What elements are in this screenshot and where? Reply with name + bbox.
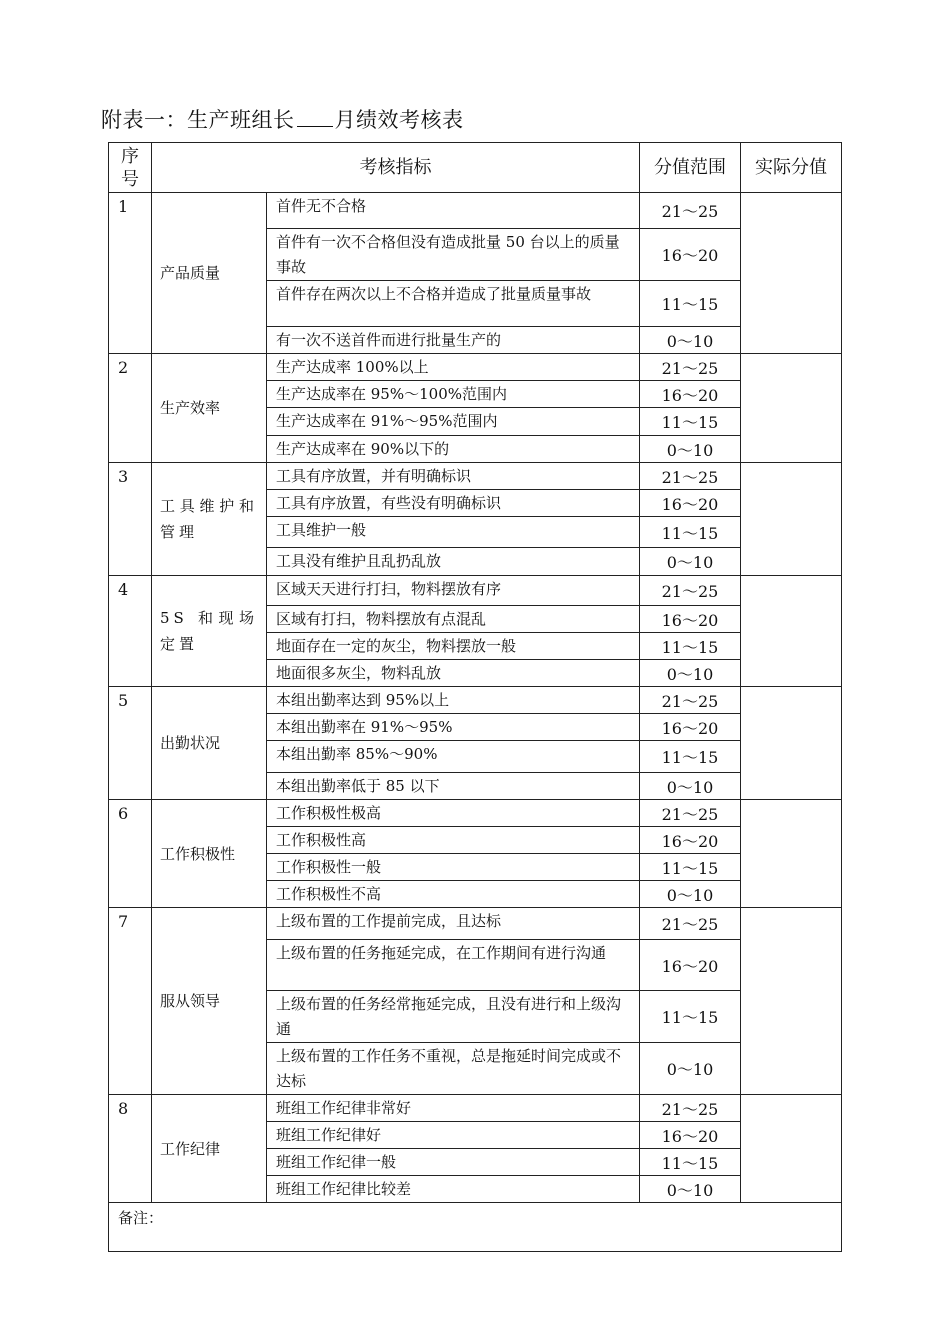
criterion-text: 班组工作纪律好 <box>267 1122 640 1149</box>
score-range: 16～20 <box>640 606 741 633</box>
seq-number: 4 <box>109 576 152 687</box>
title-prefix: 附表一：生产班组长 <box>101 108 295 132</box>
criterion-text: 生产达成率 100%以上 <box>267 354 640 381</box>
criterion-text: 上级布置的任务经常拖延完成，且没有进行和上级沟通 <box>267 991 640 1043</box>
criterion-text: 生产达成率在 90%以下的 <box>267 436 640 463</box>
score-range: 16～20 <box>640 827 741 854</box>
criterion-text: 上级布置的任务拖延完成，在工作期间有进行沟通 <box>267 940 640 991</box>
criterion-text: 上级布置的工作提前完成，且达标 <box>267 908 640 940</box>
score-range: 0～10 <box>640 1043 741 1095</box>
criterion-text: 工作积极性极高 <box>267 800 640 827</box>
seq-number: 1 <box>109 193 152 354</box>
table-row <box>109 687 842 714</box>
criterion-text: 班组工作纪律非常好 <box>267 1095 640 1122</box>
criterion-text: 本组出勤率在 91%～95% <box>267 714 640 741</box>
criterion-text: 本组出勤率达到 95%以上 <box>267 687 640 714</box>
category-name: 出勤状况 <box>152 687 267 800</box>
criterion-text: 上级布置的工作任务不重视，总是拖延时间完成或不达标 <box>267 1043 640 1095</box>
table-row <box>109 354 842 381</box>
criterion-text: 首件有一次不合格但没有造成批量 50 台以上的质量事故 <box>267 229 640 281</box>
score-range: 11～15 <box>640 991 741 1043</box>
score-range: 0～10 <box>640 436 741 463</box>
category-name: 工作积极性 <box>152 800 267 908</box>
score-range: 11～15 <box>640 517 741 548</box>
criterion-text: 有一次不送首件而进行批量生产的 <box>267 327 640 354</box>
table-row <box>109 800 842 827</box>
table-row <box>109 463 842 490</box>
criterion-text: 区域天天进行打扫，物料摆放有序 <box>267 576 640 606</box>
score-range: 21～25 <box>640 193 741 229</box>
actual-score-cell[interactable] <box>741 687 842 800</box>
criterion-text: 工作积极性不高 <box>267 881 640 908</box>
seq-number: 5 <box>109 687 152 800</box>
seq-number: 8 <box>109 1095 152 1203</box>
month-blank <box>297 108 333 127</box>
evaluation-table <box>108 142 842 1252</box>
category-name: 生产效率 <box>152 354 267 463</box>
score-range: 11～15 <box>640 408 741 436</box>
criterion-text: 班组工作纪律比较差 <box>267 1176 640 1203</box>
score-range: 16～20 <box>640 940 741 991</box>
score-range: 0～10 <box>640 881 741 908</box>
category-name: 工作纪律 <box>152 1095 267 1203</box>
score-range: 21～25 <box>640 1095 741 1122</box>
remarks-row <box>109 1203 842 1252</box>
criterion-text: 首件存在两次以上不合格并造成了批量质量事故 <box>267 281 640 327</box>
header-indicator: 考核指标 <box>152 143 640 193</box>
actual-score-cell[interactable] <box>741 354 842 463</box>
table-row <box>109 193 842 229</box>
score-range: 0～10 <box>640 773 741 800</box>
header-row <box>109 143 842 193</box>
score-range: 11～15 <box>640 1149 741 1176</box>
score-range: 21～25 <box>640 463 741 490</box>
criterion-text: 班组工作纪律一般 <box>267 1149 640 1176</box>
score-range: 16～20 <box>640 1122 741 1149</box>
criterion-text: 工作积极性高 <box>267 827 640 854</box>
title-suffix: 月绩效考核表 <box>334 108 464 132</box>
score-range: 21～25 <box>640 800 741 827</box>
header-range: 分值范围 <box>640 143 741 193</box>
seq-number: 3 <box>109 463 152 576</box>
criterion-text: 工具有序放置，并有明确标识 <box>267 463 640 490</box>
score-range: 0～10 <box>640 548 741 576</box>
score-range: 21～25 <box>640 354 741 381</box>
category-name: 5S 和现场定置 <box>152 576 267 687</box>
criterion-text: 地面存在一定的灰尘，物料摆放一般 <box>267 633 640 660</box>
criterion-text: 生产达成率在 91%～95%范围内 <box>267 408 640 436</box>
score-range: 21～25 <box>640 576 741 606</box>
table-row <box>109 576 842 606</box>
seq-number: 7 <box>109 908 152 1095</box>
criterion-text: 地面很多灰尘，物料乱放 <box>267 660 640 687</box>
remarks-label: 备注： <box>109 1203 842 1252</box>
table-row <box>109 908 842 940</box>
category-name: 服从领导 <box>152 908 267 1095</box>
actual-score-cell[interactable] <box>741 576 842 687</box>
score-range: 11～15 <box>640 281 741 327</box>
actual-score-cell[interactable] <box>741 800 842 908</box>
criterion-text: 工具有序放置，有些没有明确标识 <box>267 490 640 517</box>
score-range: 0～10 <box>640 1176 741 1203</box>
criterion-text: 生产达成率在 95%～100%范围内 <box>267 381 640 408</box>
seq-number: 2 <box>109 354 152 463</box>
score-range: 0～10 <box>640 327 741 354</box>
actual-score-cell[interactable] <box>741 908 842 1095</box>
score-range: 11～15 <box>640 854 741 881</box>
score-range: 21～25 <box>640 687 741 714</box>
header-actual: 实际分值 <box>741 143 842 193</box>
table-row <box>109 1095 842 1122</box>
criterion-text: 本组出勤率低于 85 以下 <box>267 773 640 800</box>
score-range: 16～20 <box>640 490 741 517</box>
criterion-text: 区域有打扫，物料摆放有点混乱 <box>267 606 640 633</box>
score-range: 21～25 <box>640 908 741 940</box>
actual-score-cell[interactable] <box>741 1095 842 1203</box>
score-range: 11～15 <box>640 633 741 660</box>
actual-score-cell[interactable] <box>741 463 842 576</box>
score-range: 16～20 <box>640 714 741 741</box>
seq-number: 6 <box>109 800 152 908</box>
criterion-text: 本组出勤率 85%～90% <box>267 741 640 773</box>
score-range: 11～15 <box>640 741 741 773</box>
criterion-text: 首件无不合格 <box>267 193 640 229</box>
category-name: 工具维护和管理 <box>152 463 267 576</box>
page-title <box>101 104 464 134</box>
criterion-text: 工具维护一般 <box>267 517 640 548</box>
score-range: 16～20 <box>640 381 741 408</box>
header-seq: 序号 <box>109 143 152 193</box>
criterion-text: 工作积极性一般 <box>267 854 640 881</box>
actual-score-cell[interactable] <box>741 193 842 354</box>
score-range: 0～10 <box>640 660 741 687</box>
criterion-text: 工具没有维护且乱扔乱放 <box>267 548 640 576</box>
category-name: 产品质量 <box>152 193 267 354</box>
score-range: 16～20 <box>640 229 741 281</box>
